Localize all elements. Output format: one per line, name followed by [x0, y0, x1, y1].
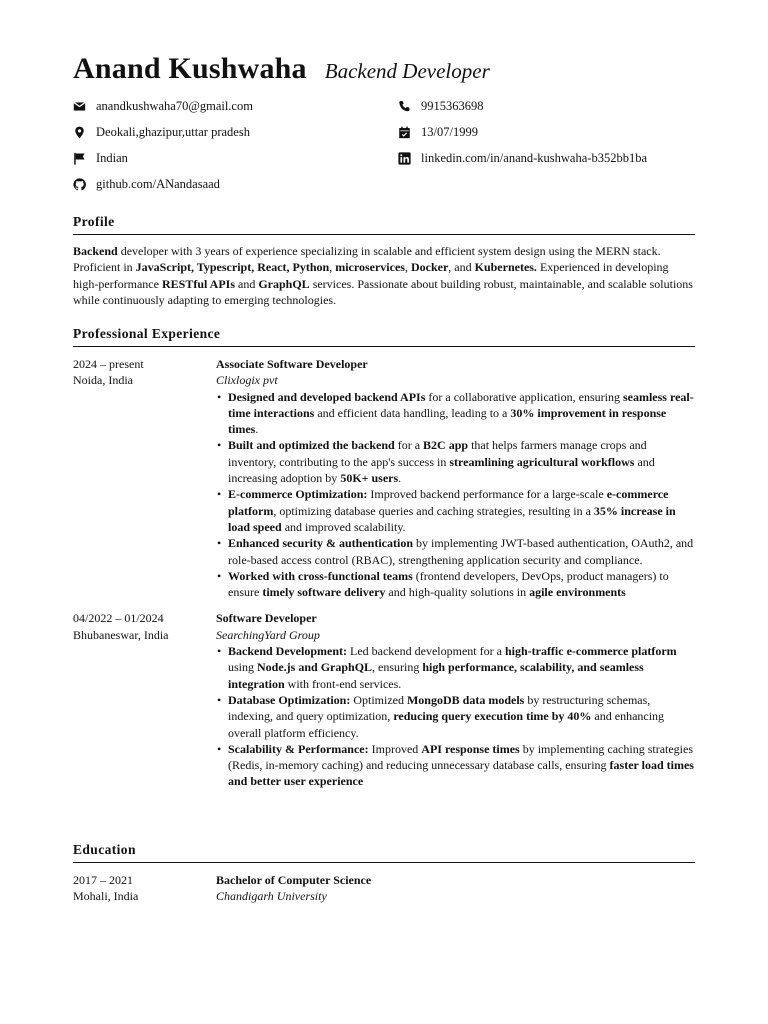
bold-text: Docker — [410, 260, 449, 275]
bold-text: B2C app — [423, 438, 469, 453]
bold-text: Worked with cross-functional teams — [228, 568, 413, 583]
text-span: and increasing adoption by — [228, 454, 655, 486]
contact-email[interactable] — [73, 93, 253, 119]
text-span: by implementing JWT-based authentication, OAuth2, and role-based access control (RBAC), strengthening application security and compliance. — [228, 536, 694, 567]
text-span: by implementing caching strategies (Redis, in-memory caching) and reducing unnecessary database calls, ensuring — [228, 741, 694, 773]
experience-section — [73, 326, 695, 790]
phone-icon — [398, 100, 411, 113]
text-span: Improved — [368, 741, 422, 756]
bullet-item — [216, 643, 695, 692]
bullet-marker: • — [217, 487, 222, 502]
bold-text: timely software delivery — [262, 585, 386, 600]
education-section — [73, 842, 695, 905]
bold-text: E-commerce Optimization: — [228, 487, 368, 502]
contact-phone[interactable] — [398, 93, 484, 119]
entry-details — [216, 356, 695, 600]
resume-header — [73, 52, 695, 201]
profile-section — [73, 214, 695, 308]
bullet-marker: • — [217, 741, 222, 756]
text-span: . — [255, 422, 259, 437]
entry-meta — [73, 356, 216, 600]
bold-text: faster load times and better user experience — [228, 758, 694, 789]
profile-summary — [73, 243, 695, 308]
entry-location: Mohali, India — [73, 889, 139, 904]
text-span: with front-end services. — [284, 676, 402, 691]
bullet-list — [216, 389, 695, 601]
dob-text: 13/07/1999 — [421, 124, 478, 139]
bullet-marker: • — [217, 389, 222, 404]
bold-text: e-commerce platform — [228, 487, 669, 518]
location-text: Deokali,ghazipur,uttar pradesh — [96, 124, 250, 139]
bullet-marker: • — [217, 692, 222, 707]
bullet-marker: • — [217, 536, 222, 551]
bold-text: 50K+ users — [340, 471, 399, 486]
email-text: anandkushwaha70@gmail.com — [96, 98, 253, 113]
entry-location: Noida, India — [73, 373, 133, 388]
github-text: github.com/ANandasaad — [96, 176, 220, 191]
text-span: for a collaborative application, ensuring — [425, 389, 623, 404]
degree-title: Bachelor of Computer Science — [216, 873, 372, 887]
bold-text: microservices — [335, 260, 405, 275]
bold-text: Designed and developed backend APIs — [228, 389, 426, 404]
bold-text: seamless real-time interactions — [228, 389, 694, 420]
text-span: developer with 3 years of experience specializing in scalable and efficient system design using the MERN stack. Proficient in — [73, 244, 661, 275]
contact-nationality — [73, 145, 128, 171]
flag-icon — [73, 152, 86, 165]
text-span: , — [404, 260, 411, 275]
text-span: (frontend developers, DevOps, product managers) to ensure — [228, 568, 669, 600]
entry-dates: 04/2022 – 01/2024 — [73, 611, 164, 626]
bullet-marker: • — [217, 644, 222, 659]
text-span: for a — [394, 438, 424, 453]
entry-dates: 2024 – present — [73, 357, 144, 371]
text-span: using — [228, 660, 258, 675]
bullet-item — [216, 389, 695, 438]
entry-details — [216, 610, 695, 789]
job-title: Associate Software Developer — [216, 357, 368, 371]
bold-text: GraphQL — [258, 276, 310, 291]
profile-heading: Profile — [73, 214, 695, 235]
experience-entry — [73, 356, 695, 600]
education-heading: Education — [73, 842, 695, 863]
entry-dates: 2017 – 2021 — [73, 873, 133, 887]
text-span: Led backend development for a — [347, 644, 505, 659]
bullet-item — [216, 535, 695, 568]
experience-list — [73, 356, 695, 790]
contact-info — [73, 93, 695, 201]
company-name: SearchingYard Group — [216, 627, 320, 642]
contact-dob — [398, 119, 478, 145]
bullet-list — [216, 643, 695, 790]
experience-heading: Professional Experience — [73, 326, 695, 347]
entry-meta — [73, 872, 216, 905]
text-span: . — [398, 471, 402, 486]
linkedin-icon — [398, 152, 411, 165]
education-entry — [73, 872, 695, 905]
bullet-marker: • — [217, 568, 222, 583]
school-name: Chandigarh University — [216, 889, 327, 904]
text-span: , ensuring — [372, 660, 423, 675]
bold-text: JavaScript, Typescript, React, Python — [135, 260, 330, 275]
entry-details — [216, 872, 695, 905]
text-span: that helps farmers manage crops and inventory, contributing to the app's success in — [228, 438, 647, 469]
envelope-icon — [73, 100, 86, 113]
text-span: Optimized — [350, 692, 407, 707]
contact-linkedin[interactable] — [398, 145, 647, 171]
bold-text: Node.js and GraphQL — [257, 660, 373, 675]
entry-meta — [73, 610, 216, 789]
bullet-item — [216, 437, 695, 486]
calendar-icon — [398, 126, 411, 139]
bold-text: Scalability & Performance: — [228, 741, 369, 756]
candidate-role: Backend Developer — [324, 59, 490, 83]
bold-text: reducing query execution time by 40% — [393, 709, 592, 724]
bullet-marker: • — [217, 438, 222, 453]
text-span: and efficient data handling, leading to a — [314, 405, 511, 420]
github-icon — [73, 178, 86, 191]
text-span: , optimizing database queries and caching strategies, resulting in a — [273, 503, 594, 518]
bold-text: MongoDB data models — [406, 692, 525, 707]
location-pin-icon — [73, 126, 86, 139]
linkedin-text: linkedin.com/in/anand-kushwaha-b352bb1ba — [421, 150, 647, 165]
contact-location — [73, 119, 250, 145]
bold-text: Kubernetes. — [474, 260, 537, 275]
bold-text: high performance, scalability, and seamless integration — [228, 660, 644, 691]
bullet-item — [216, 568, 695, 601]
experience-entry — [73, 610, 695, 789]
text-span: Improved backend performance for a large-scale — [367, 487, 607, 502]
bold-text: API response times — [421, 741, 520, 756]
bold-text: Backend Development: — [228, 644, 347, 659]
bullet-item — [216, 692, 695, 741]
bullet-item — [216, 741, 695, 790]
name-row — [73, 52, 695, 86]
text-span: Experienced in developing high-performance — [73, 260, 669, 291]
phone-text: 9915363698 — [421, 98, 484, 113]
text-span: services. Passionate about building robust, maintainable, and scalable solutions while continuously adapting to emerging technologies. — [73, 276, 693, 307]
text-span: , and — [448, 260, 475, 275]
bullet-item — [216, 486, 695, 535]
text-span: and — [235, 276, 259, 291]
bold-text: 35% increase in load speed — [228, 503, 676, 534]
bold-text: high-traffic e-commerce platform — [504, 644, 677, 659]
contact-github[interactable] — [73, 171, 220, 197]
bold-text: Enhanced security & authentication — [228, 536, 414, 551]
company-name: Clixlogix pvt — [216, 373, 278, 388]
bold-text: RESTful APIs — [161, 276, 235, 291]
bold-text: Built and optimized the backend — [228, 438, 395, 453]
bold-text: Database Optimization: — [228, 692, 351, 707]
job-title: Software Developer — [216, 611, 317, 626]
bold-text: Backend — [73, 244, 118, 258]
nationality-text: Indian — [96, 150, 128, 165]
text-span: and improved scalability. — [281, 519, 406, 534]
bold-text: agile environments — [529, 585, 626, 600]
entry-location: Bhubaneswar, India — [73, 627, 169, 642]
text-span: and enhancing overall platform efficiency. — [228, 709, 665, 740]
text-span: by restructuring schemas, indexing, and query optimization, — [228, 692, 651, 724]
bold-text: streamlining agricultural workflows — [449, 454, 635, 469]
candidate-name: Anand Kushwaha — [73, 52, 307, 85]
text-span: , — [329, 260, 336, 275]
text-span: and high-quality solutions in — [385, 585, 530, 600]
bold-text: 30% improvement in response times — [228, 405, 667, 437]
